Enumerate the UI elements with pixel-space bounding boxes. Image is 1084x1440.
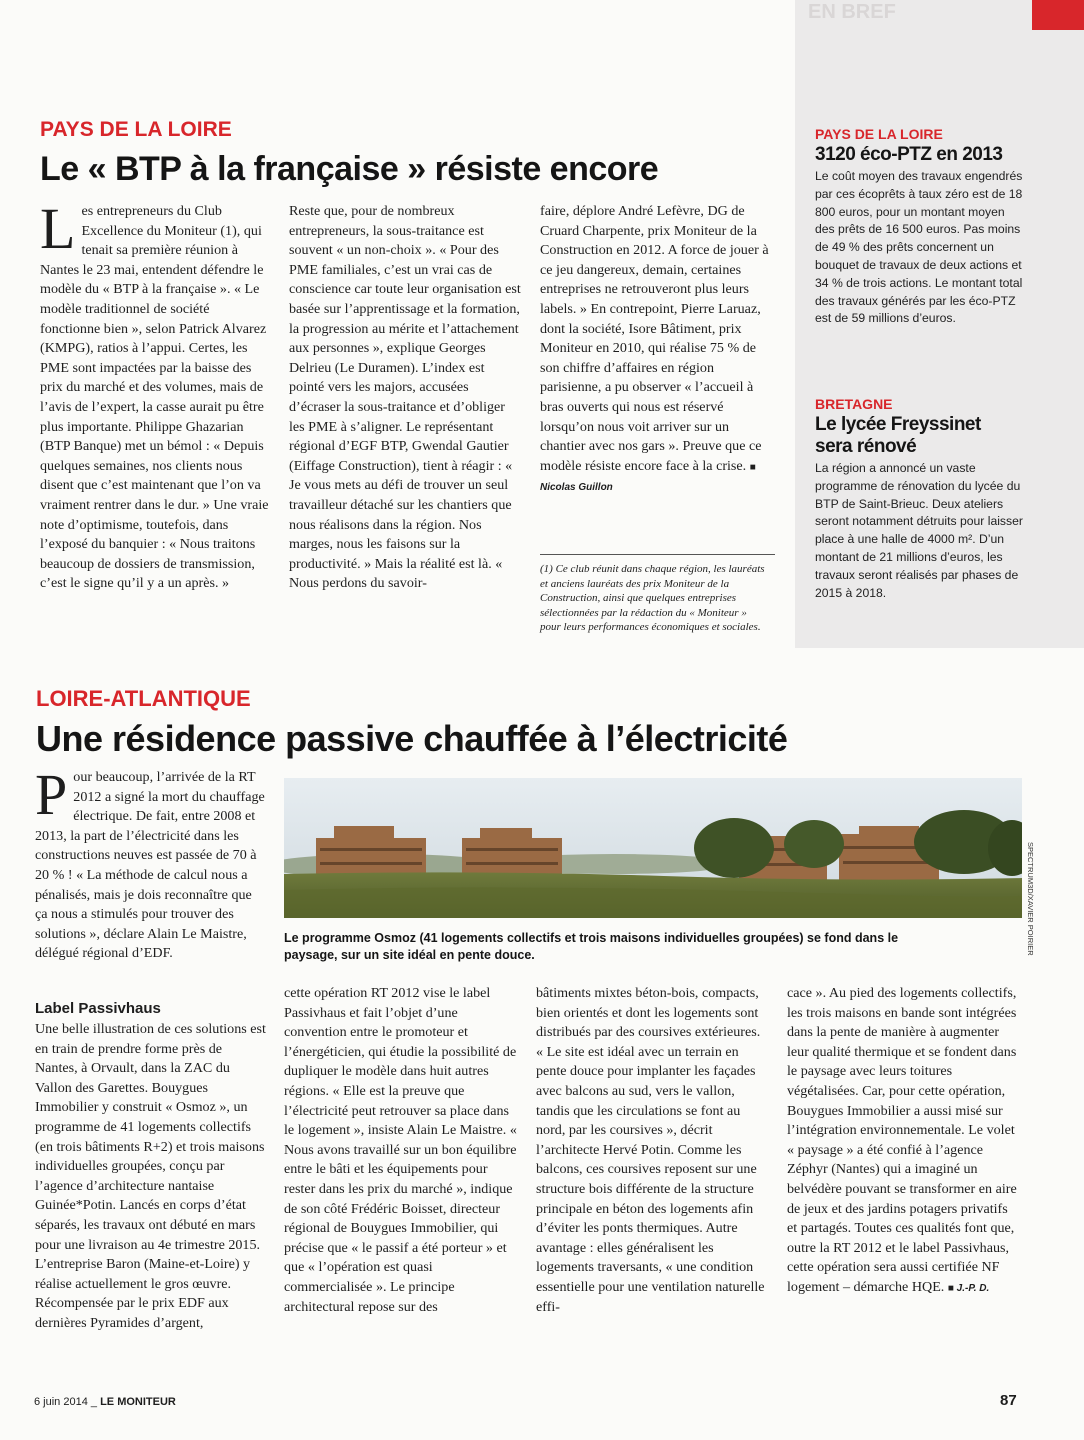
brief2-title-line2: sera rénové (815, 436, 917, 457)
photo-credit: SPECTRUM3D/XAVIER POIRIER (1026, 842, 1035, 956)
article1-signature: ■ Nicolas Guillon (540, 461, 756, 494)
article2-col2-text: cette opération RT 2012 vise le label Passivhaus et fait l’objet d’une convention entre le promoteur et l’énergéticien, qui étudie la possibilité de dupliquer le modèle dans huit autres régions. « Elle est la preuve que l’électricité peut retrouver sa place dans le logement », insiste Alain Le Maistre. « Nous avons travaillé sur un bon équilibre entre le bâti et les équipements pour rester dans les prix du marché », indique de son côté Frédéric Boisset, directeur régional de Bouygues Immobilier, qui précise que « le passif a été porteur » et que « l’opération est quasi commercialisée ». Le principe architectural repose sur des (284, 985, 517, 1315)
residence-photo-illustration (284, 778, 1022, 918)
article1-dropcap: L (40, 196, 76, 261)
article1-col1-text: es entrepreneurs du Club Excellence du Moniteur (1), qui tenait sa première réunion à Nantes le 23 mai, entendent défendre le modèle du « BTP à la française ». « Le modèle traditionnel de société fonctionne bien », selon Patrick Alvarez (KMPG), ratios à l’appui. Certes, les PME sont impactées par la baisse des prix du marché et des volumes, mais de l’avis de l’expert, la casse aurait pu être plus importante. Philippe Ghazarian (BTP Banque) met un bémol : « Depuis quelques semaines, nos clients nous disent que c’est maintenant que l’on va vraiment rentrer dans le dur. » Une vraie note d’optimisme, toutefois, dans l’exposé du banquier : « Nous traitons beaucoup de dossiers de transmission, c’est le signe qu’il y a un après. » (40, 203, 269, 592)
article1-kicker: PAYS DE LA LOIRE (40, 118, 232, 141)
section-tab-marker (1032, 0, 1084, 30)
article1-column-1 (40, 196, 272, 594)
residence-photo (284, 778, 1022, 918)
article2-dropcap: P (35, 762, 68, 827)
article2-col4-text: cace ». Au pied des logements collectifs, les trois maisons en bande sont intégrées dans la pente de manière à augmenter leur qualité thermique et se fondent dans le paysage avec leurs toitures végétalisées. Car, pour cette opération, Bouygues Immobilier a aussi misé sur l’intégration environnementale. Le volet « paysage » a été confié à l’agence Zéphyr (Nantes) qui a imaginé un belvédère pouvant se transformer en aire de jeux et des jardins potagers privatifs et partagés. Toutes ces qualités font que, outre la RT 2012 et le label Passivhaus, cette opération sera aussi certifiée NF logement – démarche HQE. (787, 985, 1017, 1295)
article2-column-2 (284, 984, 518, 1317)
article2-headline: Une résidence passive chauffée à l’électricité (36, 718, 788, 759)
article1-column-2 (289, 202, 523, 594)
photo-caption: Le programme Osmoz (41 logements collectifs et trois maisons individuelles groupées) se fond dans le paysage, sur un site idéal en pente douce. (284, 931, 899, 962)
article2-column-4 (787, 984, 1021, 1299)
article1-column-3 (540, 202, 775, 498)
article2-intro-text: our beaucoup, l’arrivée de la RT 2012 a signé la mort du chauffage électrique. De fait, entre 2008 et 2013, la part de l’électricité dans les constructions neuves est passée de 70 à 20 % ! « La méthode de calcul nous a pénalisés, mais je dois reconnaître que ça nous a stimulés pour trouver des solutions », déclare Alain Le Maistre, délégué régional d’EDF. (35, 769, 265, 962)
article2-subhead: Label Passivhaus (35, 1000, 161, 1017)
article1-col2-text: Reste que, pour de nombreux entrepreneurs, la sous-traitance est souvent « un non-choix ». « Pour des PME familiales, c’est un vrai cas de conscience car toute leur organisation est basée sur l’apprentissage et la formation, la progression au mérite et l’attachement aux personnes », explique Georges Delrieu (Le Duramen). L’index est pointé vers les majors, accusées d’écraser la sous-traitance et d’obliger les PME à s’aligner. Le représentant régional d’EGF BTP, Gwendal Gautier (Eiffage Construction), tient à réagir : « Je vous mets au défi de trouver un seul travailleur détaché sur les chantiers que nous réalisons dans la région. Nos marges, nous les faisons sur la productivité. » Mais la réalité est là. « Nous perdons du savoir- (289, 203, 521, 592)
page-footer (34, 1396, 176, 1408)
footnote-rule (540, 554, 775, 555)
article2-column-1 (35, 1020, 267, 1334)
brief1-body: Le coût moyen des travaux engendrés par ces écoprêts à taux zéro est de 18 800 euros, pour un montant moyen des prêts de 16 500 euros. Pas moins de 49 % des prêts concernent un bouquet de travaux de deux actions et 34 % de trois actions. Le montant total des travaux générés par les éco-PTZ est de 59 millions d’euros. (815, 169, 1023, 326)
article2-signature: ■ J.-P. D. (947, 1282, 990, 1294)
article2-col1-text: Une belle illustration de ces solutions est en train de prendre forme près de Nantes, à Orvault, dans la ZAC du Vallon des Garettes. Bouygues Immobilier y construit « Osmoz », un programme de 41 logements collectifs (en trois bâtiments R+2) et trois maisons individuelles groupées, conçu par l’agence d’architecture nantaise Guinée*Potin. Lancés en corps d’état séparés, les travaux ont débuté en mars pour une livraison au 4e trimestre 2015. L’entreprise Baron (Maine-et-Loire) y réalise actuellement le gros œuvre. Récompensée par le prix EDF aux dernières Pyramides d’argent, (35, 1021, 266, 1331)
brief2-title (815, 414, 981, 458)
brief2-title-line1: Le lycée Freyssinet (815, 414, 981, 435)
article1-footnote: (1) Ce club réunit dans chaque région, les lauréats et anciens lauréats des prix Moniteur de la Construction, ainsi que quelques entreprises sélectionnées par la rédaction du « Moniteur » pour leurs performances économiques et sociales. (540, 563, 765, 633)
brief2-region: BRETAGNE (815, 396, 893, 412)
article2-kicker: LOIRE-ATLANTIQUE (36, 686, 251, 711)
footer-separator: _ (90, 1396, 98, 1408)
page-number: 87 (1000, 1392, 1017, 1409)
article2-column-3 (536, 984, 770, 1317)
brief1-region: PAYS DE LA LOIRE (815, 126, 943, 142)
brief2-body: La région a annoncé un vaste programme de rénovation du lycée du BTP de Saint-Brieuc. Deux ateliers seront notamment détruits pour laisser place à une halle de 4000 m². D’un montant de 21 millions d’euros, les travaux seront réalisés par phases de 2015 à 2018. (815, 461, 1023, 600)
article1-headline: Le « BTP à la française » résiste encore (40, 150, 659, 188)
brief1-title: 3120 éco-PTZ en 2013 (815, 144, 1003, 165)
article2-col3-text: bâtiments mixtes béton-bois, compacts, bien orientés et dont les logements sont distribués par des coursives extérieures. « Le site est idéal avec un terrain en pente douce pour implanter les façades avec balcons au sud, vers le vallon, tandis que les circulations se font au nord, par les coursives », décrit l’architecte Hervé Potin. Comme les balcons, ces coursives reposent sur une structure bois différente de la structure principale en béton des logements afin d’éviter les ponts thermiques. Autre avantage : elles généralisent les logements traversants, « une condition essentielle pour une ventilation naturelle effi- (536, 985, 765, 1315)
footer-publication: LE MONITEUR (100, 1396, 176, 1408)
article2-intro (35, 762, 267, 964)
article1-col3-text: faire, déplore André Lefèvre, DG de Cruard Charpente, prix Moniteur de la Construction en 2012. A force de jouer à ce jeu dangereux, demain, certaines entreprises ne retrouveront plus leurs labels. » En contrepoint, Pierre Laruaz, dont la société, Isore Bâtiment, prix Moniteur en 2010, qui réalise 75 % de son chiffre d’affaires en région parisienne, a pu observer « l’accueil à bras ouverts qui nous est réservé lorsqu’on nous voit arriver sur un chantier avec nos gars ». Preuve que ce modèle résiste encore face à la crise. (540, 203, 769, 474)
sidebar-top-tab: EN BREF (808, 1, 896, 23)
footer-date: 6 juin 2014 (34, 1396, 88, 1408)
